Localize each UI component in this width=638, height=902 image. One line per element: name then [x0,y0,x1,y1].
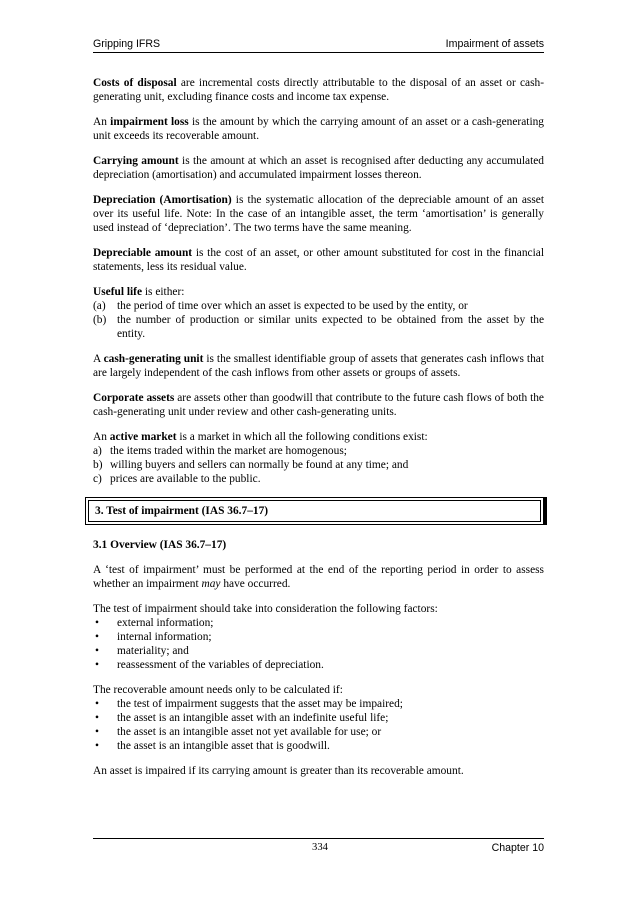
page-number: 334 [312,842,328,853]
term: Depreciable amount [93,247,193,259]
text: have occurred. [220,578,291,590]
text: A ‘test of impairment’ must be performed at the end of the reporting period in order to assess whether an impairment [93,564,544,590]
header-rule [93,52,544,53]
overview-paragraph [93,563,544,591]
list-text: the period of time over which an asset is expected to be used by the entity, or [117,300,468,312]
list-item [93,658,544,672]
term: Costs of disposal [93,77,177,89]
footer-rule [93,838,544,839]
list-item [93,644,544,658]
factors-intro: The test of impairment should take into consideration the following factors: [93,603,438,615]
footer-chapter: Chapter 10 [491,842,544,854]
def-depreciation [93,193,544,235]
term: impairment loss [110,116,189,128]
subsection-heading: 3.1 Overview (IAS 36.7–17) [93,539,227,551]
bullet-icon: • [95,726,99,738]
list-text: the items traded within the market are homogenous; [110,445,347,457]
list-item [93,472,544,486]
list-text: prices are available to the public. [110,473,261,485]
lead: A [93,353,104,365]
def-useful-life [93,285,544,299]
definition: are incremental costs directly attributable to the disposal of an asset or cash-generating unit, excluding finance costs and income tax expense. [93,77,544,103]
closing-paragraph: An asset is impaired if its carrying amount is greater than its recoverable amount. [93,765,464,777]
def-cash-generating-unit [93,352,544,380]
list-label: c) [93,473,102,485]
term: active market [109,431,177,443]
bullet-icon: • [95,698,99,710]
list-label: b) [93,459,103,471]
page-body [93,76,544,789]
list-item [93,616,544,630]
lead: An [93,116,111,128]
header-chapter-title: Impairment of assets [445,38,544,50]
term: cash-generating unit [103,353,204,365]
useful-life-list [93,299,544,341]
list-item [93,725,544,739]
term: Carrying amount [93,155,179,167]
list-text: the test of impairment suggests that the asset may be impaired; [117,698,403,710]
term: Corporate assets [93,392,175,404]
list-text: the asset is an intangible asset with an indefinite useful life; [117,712,389,724]
header-book-title: Gripping IFRS [93,38,161,50]
list-text: the number of production or similar units expected to be obtained from the asset by the entity. [117,314,544,340]
list-item [93,697,544,711]
list-item [93,444,544,458]
list-label: (a) [93,300,106,312]
def-corporate-assets [93,391,544,419]
definition: are assets other than goodwill that contribute to the future cash flows of both the cash-generating unit under review and other cash-generating units. [93,392,544,418]
list-text: the asset is an intangible asset not yet available for use; or [117,726,382,738]
list-item [93,630,544,644]
list-text: reassessment of the variables of depreciation. [117,659,324,671]
def-impairment-loss [93,115,544,143]
definition: is the smallest identifiable group of assets that generates cash inflows that are largely independent of the cash inflows from other assets or groups of assets. [93,353,544,379]
recoverable-intro: The recoverable amount needs only to be calculated if: [93,684,343,696]
bullet-icon: • [95,617,99,629]
term: Useful life [93,286,143,298]
term: Depreciation (Amortisation) [93,194,232,206]
list-text: willing buyers and sellers can normally be found at any time; and [110,459,409,471]
section-heading: 3. Test of impairment (IAS 36.7–17) [88,500,541,522]
list-item [93,313,544,341]
def-depreciable-amount [93,246,544,274]
list-item [93,458,544,472]
definition: is the cost of an asset, or other amount substituted for cost in the financial statements, less its residual value. [93,247,545,273]
bullet-icon: • [95,659,99,671]
def-carrying-amount [93,154,544,182]
emphasis: may [201,578,221,590]
active-market-list [93,444,544,486]
recoverable-list [93,697,544,753]
def-active-market [93,430,544,444]
bullet-icon: • [95,645,99,657]
list-label: (b) [93,314,107,326]
section-heading-box [85,497,547,525]
definition: is the systematic allocation of the depreciable amount of an asset over its useful life. Note: In the case of an intangible asset, the term ‘amortisation’ is generally used instead of ‘depreciation’. The two terms have the same meaning. [93,194,544,234]
definition: is the amount by which the carrying amount of an asset or a cash-generating unit exceeds its recoverable amount. [93,116,544,142]
list-label: a) [93,445,102,457]
list-text: internal information; [117,631,212,643]
lead: An [93,431,110,443]
bullet-icon: • [95,712,99,724]
definition: is either: [142,286,185,298]
list-item [93,299,544,313]
list-item [93,739,544,753]
definition: is a market in which all the following conditions exist: [176,431,428,443]
list-text: external information; [117,617,214,629]
factors-list [93,616,544,672]
bullet-icon: • [95,631,99,643]
bullet-icon: • [95,740,99,752]
def-costs-of-disposal [93,76,544,104]
list-text: materiality; and [117,645,189,657]
list-item [93,711,544,725]
definition: is the amount at which an asset is recognised after deducting any accumulated depreciation (amortisation) and accumulated impairment losses thereon. [93,155,544,181]
list-text: the asset is an intangible asset that is goodwill. [117,740,330,752]
page-header [93,37,544,51]
